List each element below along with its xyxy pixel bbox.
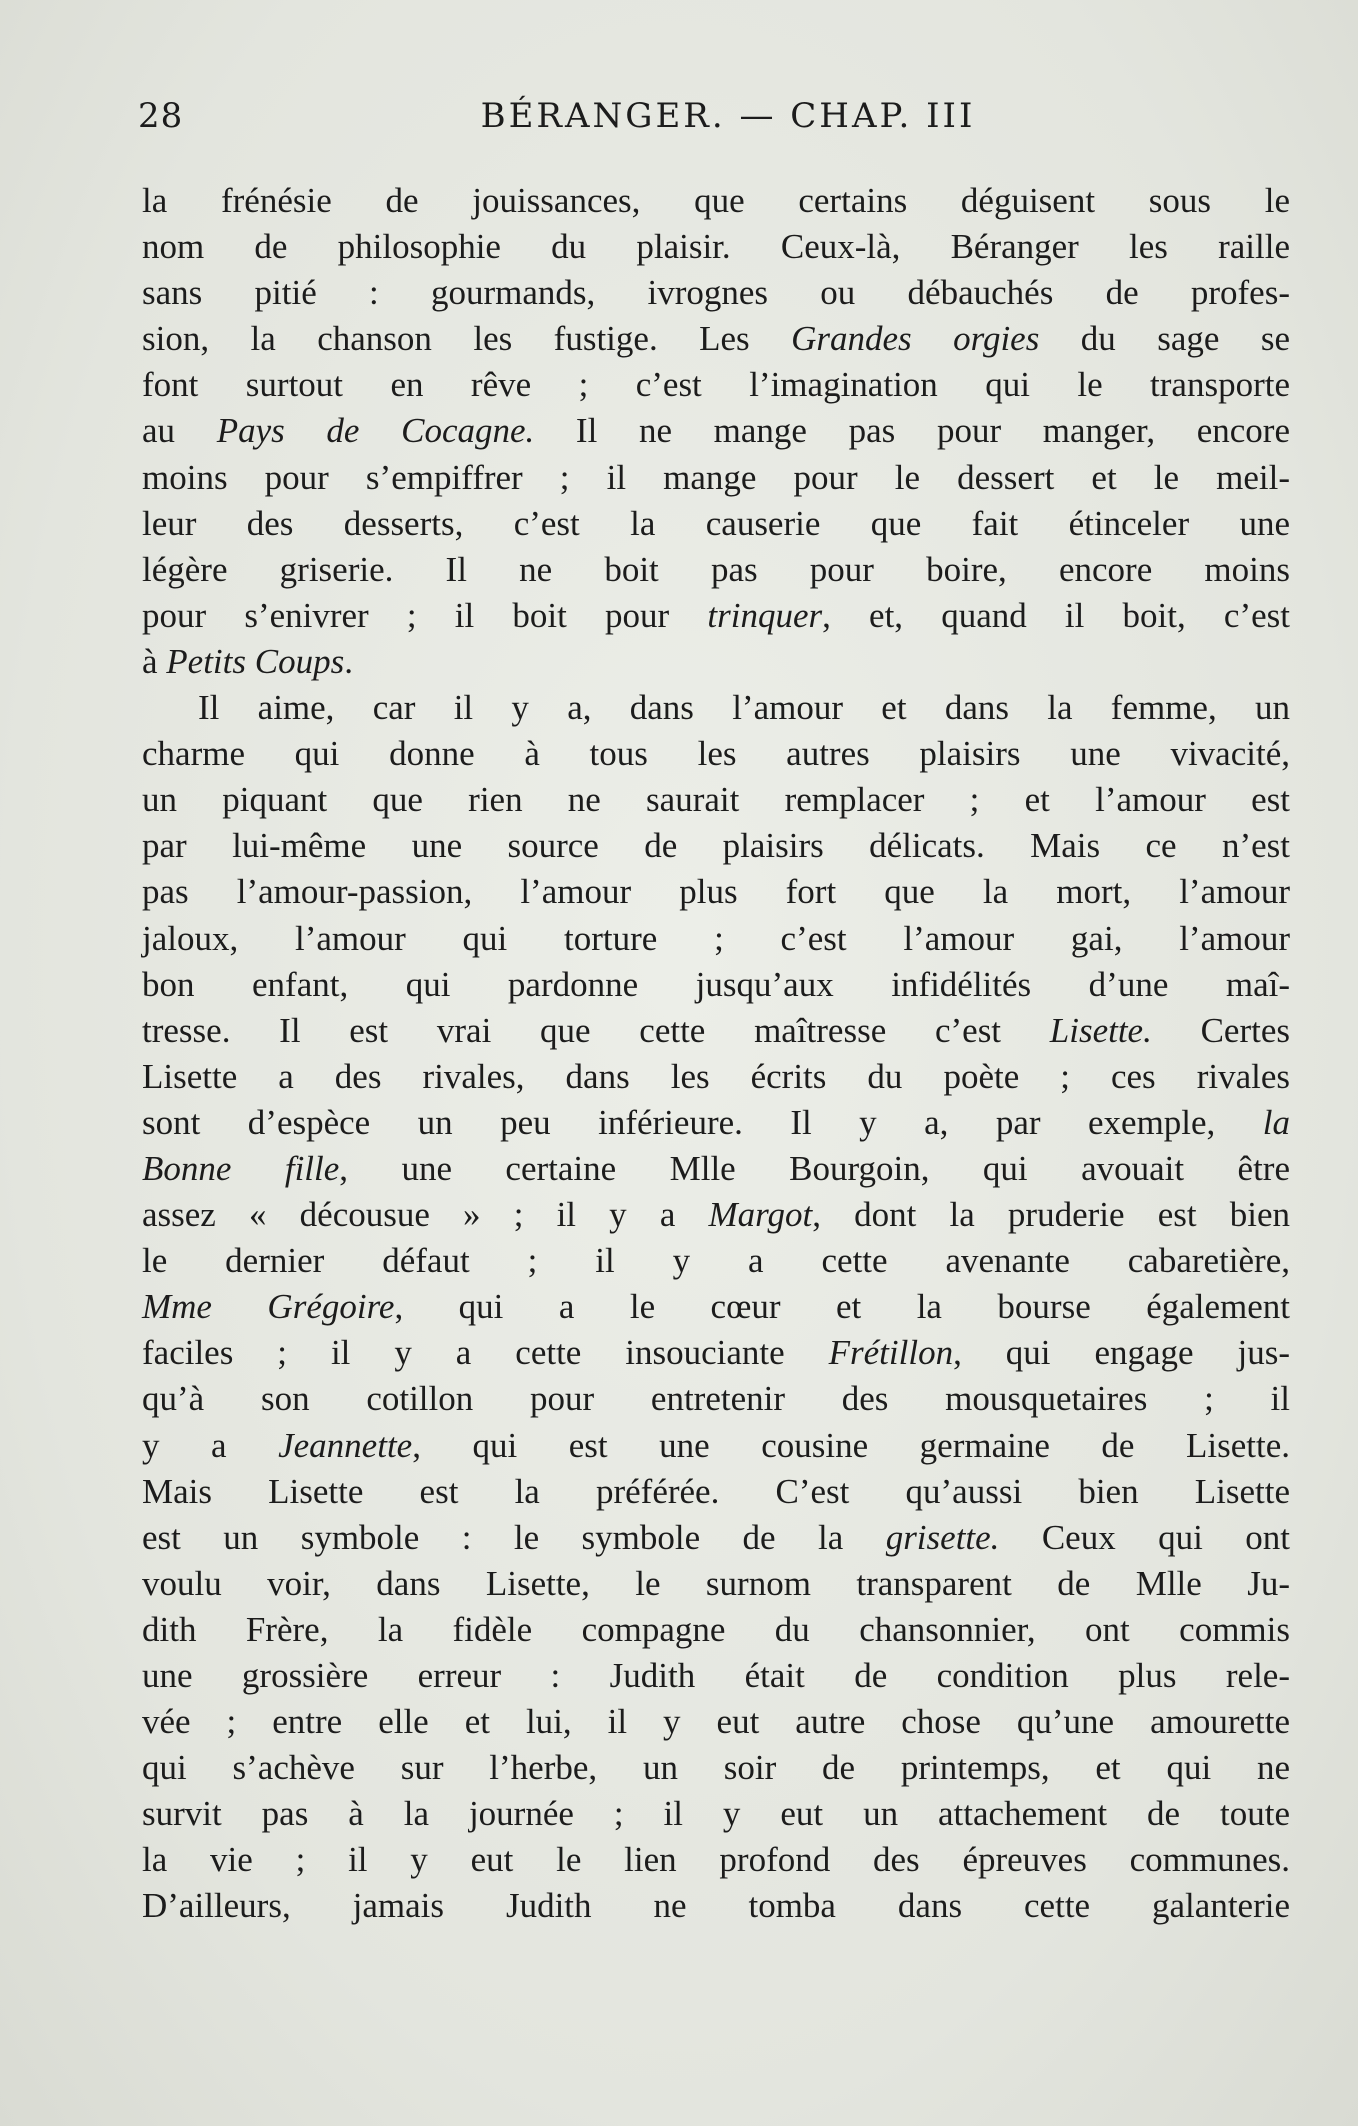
text-line xyxy=(142,1607,1290,1653)
text-line xyxy=(142,501,1290,547)
text-line xyxy=(142,685,1290,731)
text-run: bon enfant, qui pardonne jusqu’aux infidélités d’une maî- xyxy=(142,964,1290,1004)
text-line xyxy=(142,1745,1290,1791)
text-run: Mais Lisette est la préférée. C’est qu’aussi bien Lisette xyxy=(142,1471,1290,1511)
text-run: , qui a le cœur et la bourse également xyxy=(394,1287,1291,1327)
italic-text: la xyxy=(1262,1102,1290,1142)
text-run: tresse. Il est vrai que cette maîtresse c’est xyxy=(142,1010,1050,1050)
text-line xyxy=(142,1791,1290,1837)
italic-text: Petits Coups xyxy=(166,641,345,681)
text-run: sans pitié : gourmands, ivrognes ou débauchés de profes- xyxy=(142,273,1290,313)
italic-text: Pays de Cocagne. xyxy=(216,411,535,451)
text-line xyxy=(142,1100,1290,1146)
text-line xyxy=(142,1238,1290,1284)
text-run: charme qui donne à tous les autres plaisirs une vivacité, xyxy=(142,734,1290,774)
text-line xyxy=(142,1653,1290,1699)
text-line xyxy=(142,731,1290,777)
text-line xyxy=(142,962,1290,1008)
text-run: dith Frère, la fidèle compagne du chansonnier, ont commis xyxy=(142,1609,1290,1649)
text-run: pour s’enivrer ; il boit pour xyxy=(142,595,708,635)
text-line xyxy=(142,916,1290,962)
text-run: pas l’amour-passion, l’amour plus fort que la mort, l’amour xyxy=(142,872,1290,912)
text-run: une grossière erreur : Judith était de condition plus rele- xyxy=(142,1656,1290,1695)
text-run: , qui engage jus- xyxy=(953,1333,1291,1373)
text-run: sont d’espèce un peu inférieure. Il y a, par exemple, xyxy=(142,1102,1263,1142)
text-line xyxy=(142,777,1290,823)
text-line xyxy=(142,178,1290,224)
text-line xyxy=(142,224,1290,270)
italic-text: Jeannette xyxy=(278,1425,413,1465)
text-line xyxy=(142,1469,1290,1515)
text-run: D’ailleurs, jamais Judith ne tomba dans cette galanterie xyxy=(142,1886,1290,1926)
text-line xyxy=(142,408,1290,454)
text-run: vée ; entre elle et lui, il y eut autre chose qu’une amourette xyxy=(142,1702,1290,1742)
text-run: faciles ; il y a cette insouciante xyxy=(142,1333,829,1373)
italic-text: grisette. xyxy=(885,1517,1000,1557)
text-line xyxy=(142,362,1290,408)
text-run: y a xyxy=(142,1425,279,1465)
text-line xyxy=(142,1192,1290,1238)
running-head: BÉRANGER. — CHAP. III xyxy=(480,96,976,136)
text-line xyxy=(142,1515,1290,1561)
text-run: moins pour s’empiffrer ; il mange pour le dessert et le meil- xyxy=(142,457,1290,497)
page-header xyxy=(138,96,1288,146)
text-line xyxy=(142,270,1290,316)
text-line xyxy=(142,1699,1290,1745)
text-line xyxy=(142,823,1290,869)
text-line xyxy=(142,1284,1290,1330)
text-run: la frénésie de jouissances, que certains déguisent sous le xyxy=(142,181,1290,220)
text-line xyxy=(142,1054,1290,1100)
body-text xyxy=(142,178,1290,1930)
text-run: assez « décousue » ; il y a xyxy=(142,1195,709,1235)
text-run: Il aime, car il y a, dans l’amour et dans la femme, un xyxy=(198,688,1290,728)
text-line xyxy=(142,1008,1290,1054)
text-run: Certes xyxy=(1151,1010,1290,1050)
text-line xyxy=(142,639,1290,685)
text-run: au xyxy=(142,411,217,451)
text-line xyxy=(142,547,1290,593)
text-line xyxy=(142,455,1290,501)
text-run: , dont la pruderie est bien xyxy=(812,1195,1290,1235)
text-line xyxy=(142,593,1290,639)
italic-text: Frétillon xyxy=(828,1333,954,1373)
text-line xyxy=(142,1561,1290,1607)
text-run: par lui-même une source de plaisirs délicats. Mais ce n’est xyxy=(142,826,1290,866)
text-run: font surtout en rêve ; c’est l’imagination qui le transporte xyxy=(142,365,1290,405)
text-line xyxy=(142,1883,1290,1929)
text-line xyxy=(142,1423,1290,1469)
italic-text: trinquer xyxy=(707,595,823,635)
text-run: qu’à son cotillon pour entretenir des mousquetaires ; il xyxy=(142,1379,1290,1419)
text-run: jaloux, l’amour qui torture ; c’est l’amour gai, l’amour xyxy=(142,918,1290,958)
text-run: survit pas à la journée ; il y eut un attachement de toute xyxy=(142,1794,1290,1834)
text-run: leur des desserts, c’est la causerie que fait étinceler une xyxy=(142,503,1290,543)
text-line xyxy=(142,1146,1290,1192)
italic-text: Bonne fille xyxy=(142,1148,340,1188)
text-run: nom de philosophie du plaisir. Ceux-là, Béranger les raille xyxy=(142,227,1290,267)
text-run: Il ne mange pas pour manger, encore xyxy=(534,411,1290,451)
text-run: , une certaine Mlle Bourgoin, qui avouait être xyxy=(339,1148,1290,1188)
text-run: sion, la chanson les fustige. Les xyxy=(142,319,792,359)
italic-text: Grandes orgies xyxy=(791,319,1040,359)
text-run: , qui est une cousine germaine de Lisette. xyxy=(412,1425,1290,1465)
italic-text: Lisette. xyxy=(1049,1010,1152,1050)
text-run: la vie ; il y eut le lien profond des épreuves communes. xyxy=(142,1840,1290,1880)
text-line xyxy=(142,1376,1290,1422)
italic-text: Margot xyxy=(708,1195,813,1235)
text-run: un piquant que rien ne saurait remplacer ; et l’amour est xyxy=(142,780,1290,820)
text-line xyxy=(142,1330,1290,1376)
italic-text: Mme Grégoire xyxy=(142,1287,395,1327)
text-run: . xyxy=(344,641,353,681)
text-run: est un symbole : le symbole de la xyxy=(142,1517,886,1557)
text-run: légère griserie. Il ne boit pas pour boire, encore moins xyxy=(142,549,1290,589)
text-line xyxy=(142,1837,1290,1883)
text-run: à xyxy=(142,641,167,681)
text-run: qui s’achève sur l’herbe, un soir de printemps, et qui ne xyxy=(142,1748,1290,1788)
text-run: le dernier défaut ; il y a cette avenante cabaretière, xyxy=(142,1241,1290,1281)
text-run: Lisette a des rivales, dans les écrits du poète ; ces rivales xyxy=(142,1056,1290,1096)
text-run: Ceux qui ont xyxy=(999,1517,1290,1557)
text-run: , et, quand il boit, c’est xyxy=(822,595,1290,635)
text-run: voulu voir, dans Lisette, le surnom transparent de Mlle Ju- xyxy=(142,1563,1290,1603)
text-line xyxy=(142,869,1290,915)
text-run: du sage se xyxy=(1039,319,1290,359)
text-line xyxy=(142,316,1290,362)
page-number: 28 xyxy=(138,96,184,136)
